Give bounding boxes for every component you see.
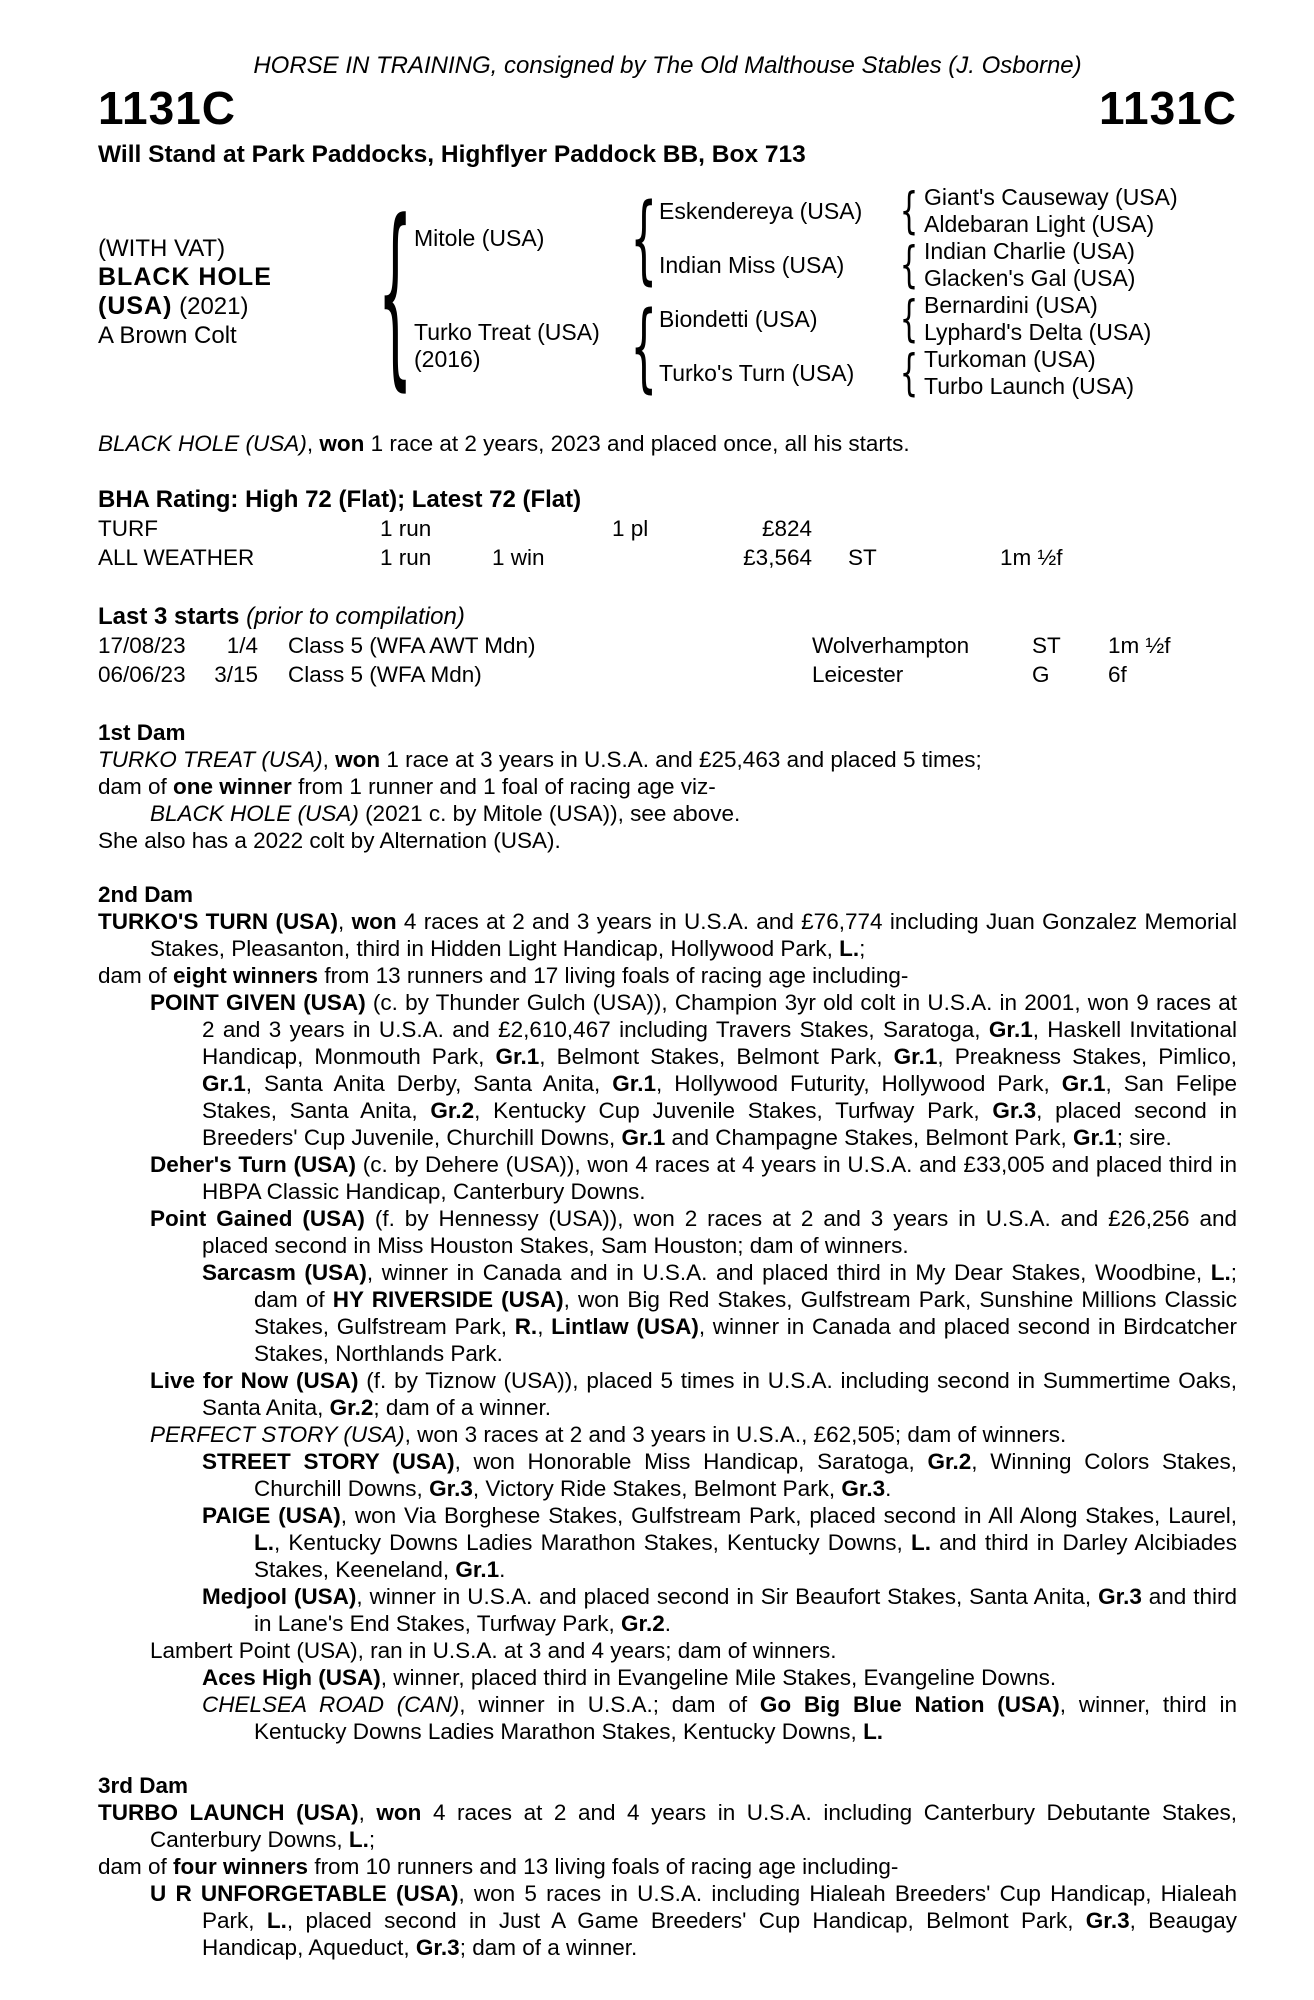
text-run: Medjool (USA) — [202, 1584, 357, 1609]
text-run: Gr.1 — [1073, 1125, 1117, 1150]
text-run: (f. by Tiznow (USA)), placed 5 times in U.S.A. including second in Summertime Oaks, Santa Anita, — [202, 1368, 1237, 1420]
text-run: . — [499, 1557, 506, 1582]
text-run: She also has a 2022 colt by Alternation (USA). — [98, 828, 561, 853]
text-run: L. — [266, 1908, 287, 1933]
gen3-name: Aldebaran Light (USA) — [924, 211, 1155, 237]
bha-earnings: £3,564 — [743, 545, 812, 570]
start-course: Wolverhampton — [812, 633, 970, 658]
text-run: POINT GIVEN (USA) — [150, 990, 366, 1015]
start-position: 3/15 — [214, 662, 258, 687]
gen3-name: Lyphard's Delta (USA) — [924, 319, 1152, 345]
text-run: , Haskell Invitational Handicap, Monmouth Park, — [202, 1017, 1237, 1069]
pedigree-brace-gen3: { — [899, 344, 919, 402]
text-run: Gr.2 — [430, 1098, 475, 1123]
catalog-paragraph — [98, 1799, 1237, 1853]
catalog-paragraph — [98, 1853, 1237, 1880]
catalog-paragraph — [98, 1583, 1237, 1637]
text-run: , won Big Red Stakes, Gulfstream Park, Sunshine Millions Classic Stakes, Gulfstream Park, — [254, 1287, 1237, 1339]
text-run: Gr.1 — [621, 1125, 666, 1150]
text-run: PAIGE (USA) — [202, 1503, 341, 1528]
text-run: Gr.1 — [612, 1071, 657, 1096]
subject-horse-name: BLACK HOLE — [98, 263, 272, 291]
start-course: Leicester — [812, 662, 904, 687]
bha-places: 1 pl — [612, 516, 649, 541]
gen3-name: Turbo Launch (USA) — [924, 373, 1135, 399]
catalog-paragraph — [98, 800, 1237, 827]
subject-horse-year: (2021) — [172, 293, 249, 320]
catalog-paragraph — [98, 1448, 1237, 1502]
text-run: Gr.2 — [329, 1395, 374, 1420]
subject-horse-suffix: (USA) — [98, 292, 173, 320]
text-run: , placed second in Breeders' Cup Juvenile, Churchill Downs, — [202, 1098, 1237, 1150]
start-going: ST — [1032, 633, 1061, 658]
lot-number-right: 1131C — [1098, 82, 1237, 134]
last-starts-heading — [98, 602, 1237, 631]
text-run: , won Honorable Miss Handicap, Saratoga, — [454, 1449, 928, 1474]
text-run: L. — [348, 1827, 369, 1852]
text-run: L. — [910, 1530, 931, 1555]
text-run: , won 3 races at 2 and 3 years in U.S.A., £62,505; dam of winners. — [404, 1422, 1067, 1447]
start-race: Class 5 (WFA Mdn) — [288, 662, 482, 687]
bha-distance — [964, 514, 1000, 543]
text-run: , Preakness Stakes, Pimlico, — [937, 1044, 1238, 1069]
start-going: G — [1032, 662, 1050, 687]
text-run: ; — [859, 936, 866, 961]
text-run: won — [319, 431, 365, 456]
text-run: TURBO LAUNCH (USA) — [98, 1800, 359, 1825]
bha-wins: 1 win — [492, 545, 545, 570]
text-run: Aces High (USA) — [202, 1665, 381, 1690]
text-run: Point Gained (USA) — [150, 1206, 365, 1231]
text-run: ; dam of a winner. — [373, 1395, 551, 1420]
gen2-name: Biondetti (USA) — [659, 305, 818, 332]
text-run: Gr.3 — [429, 1476, 473, 1501]
text-run: , Santa Anita Derby, Santa Anita, — [245, 1071, 613, 1096]
bha-rating-line: BHA Rating: High 72 (Flat); Latest 72 (Flat) — [98, 486, 582, 513]
lot-number-left: 1131C — [98, 82, 237, 134]
lot-number-row — [98, 83, 1237, 133]
start-position: 1/4 — [226, 633, 258, 658]
text-run: (f. by Hennessy (USA)), won 2 races at 2 and 3 years in U.S.A. and £26,256 and placed second in Miss Houston Stakes, Sam Houston; dam of winners. — [202, 1206, 1237, 1258]
start-distance: 1m ½f — [1108, 633, 1171, 658]
bha-stats-table — [98, 514, 1237, 572]
text-run: , winner in Canada and in U.S.A. and placed third in My Dear Stakes, Woodbine, — [366, 1260, 1211, 1285]
catalog-paragraph — [98, 1205, 1237, 1259]
text-run: (c. by Dehere (USA)), won 4 races at 4 years in U.S.A. and £33,005 and placed third in HBPA Classic Handicap, Canterbury Downs. — [202, 1152, 1237, 1204]
text-run: won — [335, 747, 381, 772]
pedigree-brace-sire-parents: { — [630, 181, 658, 295]
catalog-paragraph — [98, 746, 1237, 773]
text-run: , — [306, 431, 320, 456]
gen3-name: Bernardini (USA) — [924, 292, 1098, 318]
last-start-row — [98, 631, 1237, 660]
text-run: dam of — [98, 963, 174, 988]
gen3-name: Giant's Causeway (USA) — [924, 184, 1178, 210]
subject-horse-suffix-year — [98, 292, 376, 321]
catalog-paragraph — [98, 1691, 1237, 1745]
catalog-paragraph — [98, 1259, 1237, 1367]
text-run: and third in Darley Alcibiades Stakes, Keeneland, — [254, 1530, 1237, 1582]
pedigree-brace-gen3: { — [899, 182, 919, 240]
text-run: , Beaugay Handicap, Aqueduct, — [202, 1908, 1237, 1960]
text-run: Gr.3 — [1085, 1908, 1130, 1933]
text-run: Live for Now (USA) — [150, 1368, 359, 1393]
text-run: ; dam of a winner. — [459, 1935, 638, 1960]
text-run: , won Via Borghese Stakes, Gulfstream Park, placed second in All Along Stakes, Laurel, — [340, 1503, 1237, 1528]
text-run: won — [376, 1800, 422, 1825]
text-run: , Kentucky Cup Juvenile Stakes, Turfway Park, — [474, 1098, 993, 1123]
text-run: , winner, third in Kentucky Downs Ladies Marathon Stakes, Kentucky Downs, — [254, 1692, 1237, 1744]
text-run: L. — [839, 936, 860, 961]
text-run: , — [537, 1314, 552, 1339]
text-run: Gr.1 — [1061, 1071, 1106, 1096]
text-run: dam of — [98, 774, 174, 799]
last-starts-block — [98, 602, 1237, 689]
text-run: Go Big Blue Nation (USA) — [759, 1692, 1060, 1717]
catalog-paragraph — [98, 1502, 1237, 1583]
dam-name: Turko Treat (USA) (2016) — [414, 319, 600, 372]
text-run: , Winning Colors Stakes, Churchill Downs, — [254, 1449, 1237, 1501]
text-run: , — [322, 747, 336, 772]
text-run: dam of — [98, 1854, 174, 1879]
text-run: , — [358, 1800, 377, 1825]
text-run: won — [351, 909, 397, 934]
start-distance: 6f — [1108, 662, 1127, 687]
last-starts-table — [98, 631, 1237, 689]
text-run: . — [664, 1611, 672, 1636]
text-run: , — [338, 909, 352, 934]
text-run: , Belmont Stakes, Belmont Park, — [539, 1044, 894, 1069]
text-run: BLACK HOLE (USA) — [98, 431, 307, 456]
bha-surface: TURF — [98, 516, 158, 541]
bha-places — [612, 543, 724, 572]
catalog-paragraph — [98, 1421, 1237, 1448]
bha-runs: 1 run — [380, 545, 432, 570]
gen3-name: Glacken's Gal (USA) — [924, 265, 1136, 291]
catalog-paragraph — [98, 1664, 1237, 1691]
sire-name: Mitole (USA) — [414, 224, 545, 251]
text-run: , winner in U.S.A. and placed second in Sir Beaufort Stakes, Santa Anita, — [356, 1584, 1099, 1609]
text-run: Gr.2 — [927, 1449, 972, 1474]
text-run: Gr.1 — [455, 1557, 500, 1582]
text-run: Gr.2 — [620, 1611, 665, 1636]
bha-earnings: £824 — [761, 516, 812, 541]
text-run: Gr.1 — [988, 1017, 1033, 1042]
bha-going — [812, 514, 964, 543]
text-run: (c. by Thunder Gulch (USA)), Champion 3yr old colt in U.S.A. in 2001, won 9 races at 2 and 3 years in U.S.A. and £2,610,467 including Travers Stakes, Saratoga, — [202, 990, 1237, 1042]
text-run: 1 race at 3 years in U.S.A. and £25,463 and placed 5 times; — [380, 747, 982, 772]
bha-distance: 1m ½f — [1000, 545, 1063, 570]
text-run: Gr.1 — [202, 1071, 246, 1096]
bha-going: ST — [848, 545, 877, 570]
text-run: from 10 runners and 13 living foals of racing age including- — [308, 1854, 899, 1879]
gen2-name: Turko's Turn (USA) — [659, 359, 855, 386]
section-heading: 2nd Dam — [98, 882, 194, 907]
text-run: , Victory Ride Stakes, Belmont Park, — [472, 1476, 842, 1501]
catalog-paragraph — [98, 962, 1237, 989]
catalog-paragraph — [98, 908, 1237, 962]
catalog-paragraph — [98, 1637, 1237, 1664]
bha-stats-row — [98, 543, 1237, 572]
catalog-paragraph — [98, 773, 1237, 800]
text-run: and third in Lane's End Stakes, Turfway Park, — [254, 1584, 1237, 1636]
bha-wins — [492, 514, 612, 543]
text-run: , winner in Canada and placed second in Birdcatcher Stakes, Northlands Park. — [254, 1314, 1237, 1366]
text-run: , winner, placed third in Evangeline Mile Stakes, Evangeline Downs. — [380, 1665, 1057, 1690]
subject-horse-block — [98, 184, 376, 400]
pedigree-brace-gen1: { — [377, 176, 413, 408]
text-run: Gr.3 — [841, 1476, 886, 1501]
text-run: ; sire. — [1116, 1125, 1172, 1150]
vat-note: (WITH VAT) — [98, 235, 226, 262]
stand-location-line: Will Stand at Park Paddocks, Highflyer Paddock BB, Box 713 — [98, 141, 806, 168]
gen2-name: Eskendereya (USA) — [659, 197, 863, 224]
text-run: 1 race at 2 years, 2023 and placed once, all his starts. — [364, 431, 910, 456]
catalog-paragraph — [98, 1367, 1237, 1421]
text-run: TURKO TREAT (USA) — [98, 747, 323, 772]
section-heading: 1st Dam — [98, 720, 186, 745]
text-run: Deher's Turn (USA) — [150, 1152, 356, 1177]
start-date: 17/08/23 — [98, 633, 186, 658]
text-run: HY RIVERSIDE (USA) — [332, 1287, 564, 1312]
bha-surface: ALL WEATHER — [98, 545, 255, 570]
bha-runs: 1 run — [380, 516, 432, 541]
pedigree-brace-gen3: { — [899, 290, 919, 348]
gen3-name: Turkoman (USA) — [924, 346, 1096, 372]
text-run: R. — [514, 1314, 538, 1339]
text-run: (2021 c. by Mitole (USA)), see above. — [358, 801, 741, 826]
text-run: Gr.1 — [893, 1044, 938, 1069]
text-run: ; — [368, 1827, 376, 1852]
catalog-paragraph — [98, 1151, 1237, 1205]
text-run: BLACK HOLE (USA) — [150, 801, 359, 826]
text-run: , San Felipe Stakes, Santa Anita, — [202, 1071, 1237, 1123]
last-starts-subtitle: (prior to compilation) — [239, 603, 465, 630]
text-run: Gr.3 — [1098, 1584, 1142, 1609]
section-heading: 3rd Dam — [98, 1773, 189, 1798]
text-run: one winner — [173, 774, 292, 799]
text-run: Lintlaw (USA) — [551, 1314, 699, 1339]
consignment-line: HORSE IN TRAINING, consigned by The Old Malthouse Stables (J. Osborne) — [253, 52, 1082, 79]
text-run: STREET STORY (USA) — [202, 1449, 455, 1474]
text-run: , Kentucky Downs Ladies Marathon Stakes, Kentucky Downs, — [274, 1530, 911, 1555]
text-run: , placed second in Just A Game Breeders' Cup Handicap, Belmont Park, — [286, 1908, 1086, 1933]
text-run: TURKO'S TURN (USA) — [98, 909, 338, 934]
dam-sections — [98, 719, 1237, 1961]
text-run: U R UNFORGETABLE (USA) — [150, 1881, 459, 1906]
text-run: Lambert Point (USA), ran in U.S.A. at 3 and 4 years; dam of winners. — [150, 1638, 837, 1663]
gen3-name: Indian Charlie (USA) — [924, 238, 1135, 264]
text-run: Gr.3 — [992, 1098, 1037, 1123]
text-run: , Hollywood Futurity, Hollywood Park, — [656, 1071, 1062, 1096]
gen2-name: Indian Miss (USA) — [659, 251, 845, 278]
start-race: Class 5 (WFA AWT Mdn) — [288, 633, 536, 658]
text-run: 4 races at 2 and 4 years in U.S.A. including Canterbury Debutante Stakes, Canterbury Downs, — [150, 1800, 1237, 1852]
catalog-paragraph — [98, 827, 1237, 854]
pedigree-table — [98, 176, 1237, 408]
subject-horse-description: A Brown Colt — [98, 322, 237, 349]
last-starts-title: Last 3 starts — [98, 603, 240, 630]
text-run: L. — [1210, 1260, 1231, 1285]
text-run: from 1 runner and 1 foal of racing age viz- — [291, 774, 716, 799]
race-record-summary — [98, 430, 1237, 457]
text-run: 4 races at 2 and 3 years in U.S.A. and £76,774 including Juan Gonzalez Memorial Stakes, Pleasanton, third in Hidden Light Handicap, Hollywood Park, — [150, 909, 1237, 961]
text-run: Gr.1 — [495, 1044, 540, 1069]
text-run: four winners — [173, 1854, 309, 1879]
text-run: CHELSEA ROAD (CAN) — [202, 1692, 460, 1717]
last-start-row — [98, 660, 1237, 689]
bha-rating-block — [98, 485, 1237, 572]
text-run: Sarcasm (USA) — [202, 1260, 367, 1285]
text-run: ; dam of — [254, 1260, 1237, 1312]
text-run: and Champagne Stakes, Belmont Park, — [665, 1125, 1073, 1150]
text-run: L. — [863, 1719, 884, 1744]
text-run: PERFECT STORY (USA) — [150, 1422, 405, 1447]
text-run: Gr.3 — [415, 1935, 460, 1960]
bha-stats-row — [98, 514, 1237, 543]
text-run: eight winners — [173, 963, 319, 988]
pedigree-brace-dam-parents: { — [630, 289, 658, 403]
text-run: L. — [254, 1530, 274, 1555]
pedigree-brace-gen3: { — [899, 236, 919, 294]
text-run: from 13 runners and 17 living foals of racing age including- — [318, 963, 909, 988]
start-date: 06/06/23 — [98, 662, 186, 687]
text-run: . — [885, 1476, 892, 1501]
text-run: , winner in U.S.A.; dam of — [459, 1692, 760, 1717]
text-run: , won 5 races in U.S.A. including Hialeah Breeders' Cup Handicap, Hialeah Park, — [202, 1881, 1237, 1933]
catalog-paragraph — [98, 989, 1237, 1151]
catalog-paragraph — [98, 1880, 1237, 1961]
